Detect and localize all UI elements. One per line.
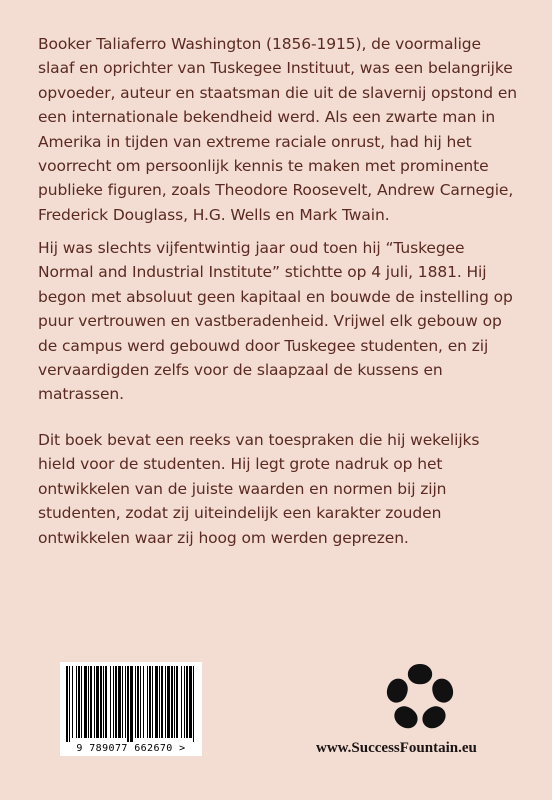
barcode-bar	[181, 666, 182, 738]
barcode-bar	[94, 666, 95, 738]
barcode-bar	[174, 666, 175, 738]
barcode-bar	[76, 666, 77, 738]
barcode-bar	[69, 666, 70, 742]
barcode-digits: 9 789077 662670 >	[76, 743, 186, 754]
barcode-bar	[176, 666, 178, 738]
barcode-bar	[96, 666, 99, 738]
barcode-bar	[135, 666, 136, 738]
barcode-bar	[84, 666, 87, 738]
barcode-bar	[152, 666, 153, 738]
barcode-bar	[155, 666, 158, 738]
barcode-bar	[103, 666, 104, 738]
barcode-bar	[165, 666, 166, 738]
barcode-bar	[189, 666, 192, 738]
barcode-bar	[137, 666, 139, 738]
barcode-bar	[140, 666, 141, 738]
barcode-bar	[78, 666, 80, 738]
barcode-bar	[130, 666, 133, 742]
barcode-bar	[149, 666, 151, 738]
description-paragraph-3: Dit boek bevat een reeks van toespraken die hij wekelijks hield voor de studenten. Hij legt grote nadruk op het ontwikkelen van de juiste waarden en normen bij zijn studenten, zodat zij uiteindelijk een karakter zouden ontwikkelen waar zij hoog om werden geprezen.	[38, 431, 480, 547]
barcode-bar	[122, 666, 123, 738]
barcode-bar	[171, 666, 173, 738]
description-paragraph-1: Booker Taliaferro Washington (1856-1915), de voormalige slaaf en oprichter van Tuskegee Instituut, was een belangrijke opvoeder, auteur en staatsman die uit de slavernij opstond en een internationale bekendheid werd. Als een zwarte man in Amerika in tijden van extreme raciale onrust, had hij het voorrecht om persoonlijk kennis te maken met prominente publieke figuren, zoals Theodore Roosevelt, Andrew Carnegie, Frederick Douglass, H.G. Wells en Mark Twain.	[38, 35, 518, 224]
barcode-bars	[60, 662, 202, 756]
barcode-bar	[143, 666, 144, 738]
publisher-url: www.SuccessFountain.eu	[316, 740, 477, 756]
barcode-bar	[125, 666, 126, 738]
barcode-bar	[184, 666, 185, 738]
isbn-barcode	[60, 662, 202, 756]
barcode-bar	[72, 666, 73, 738]
barcode-bar	[113, 666, 114, 738]
barcode-bar	[88, 666, 89, 738]
barcode-bar	[127, 666, 129, 742]
flower-logo-icon	[382, 660, 458, 736]
barcode-bar	[110, 666, 111, 738]
barcode-bar	[159, 666, 160, 738]
barcode-bar	[115, 666, 117, 738]
barcode-bar	[105, 666, 107, 738]
barcode-bar	[167, 666, 170, 738]
barcode-bar	[147, 666, 148, 738]
barcode-bar	[90, 666, 92, 738]
barcode-bar	[118, 666, 121, 738]
description-paragraph-2: Hij was slechts vijfentwintig jaar oud toen hij “Tuskegee Normal and Industrial Institute” stichtte op 4 juli, 1881. Hij begon met absoluut geen kapitaal en bouwde de instelling op puur vertrouwen en vastberadenheid. Vrijwel elk gebouw op de campus werd gebouwd door Tuskegee studenten, en zij vervaardigden zelfs voor de slaapzaal de kussens en matrassen.	[38, 239, 513, 404]
barcode-bar	[161, 666, 163, 738]
barcode-bar	[193, 666, 194, 742]
barcode-bar	[186, 666, 188, 738]
barcode-bar	[66, 666, 68, 742]
barcode-bar	[81, 666, 82, 738]
barcode-bar	[100, 666, 102, 738]
